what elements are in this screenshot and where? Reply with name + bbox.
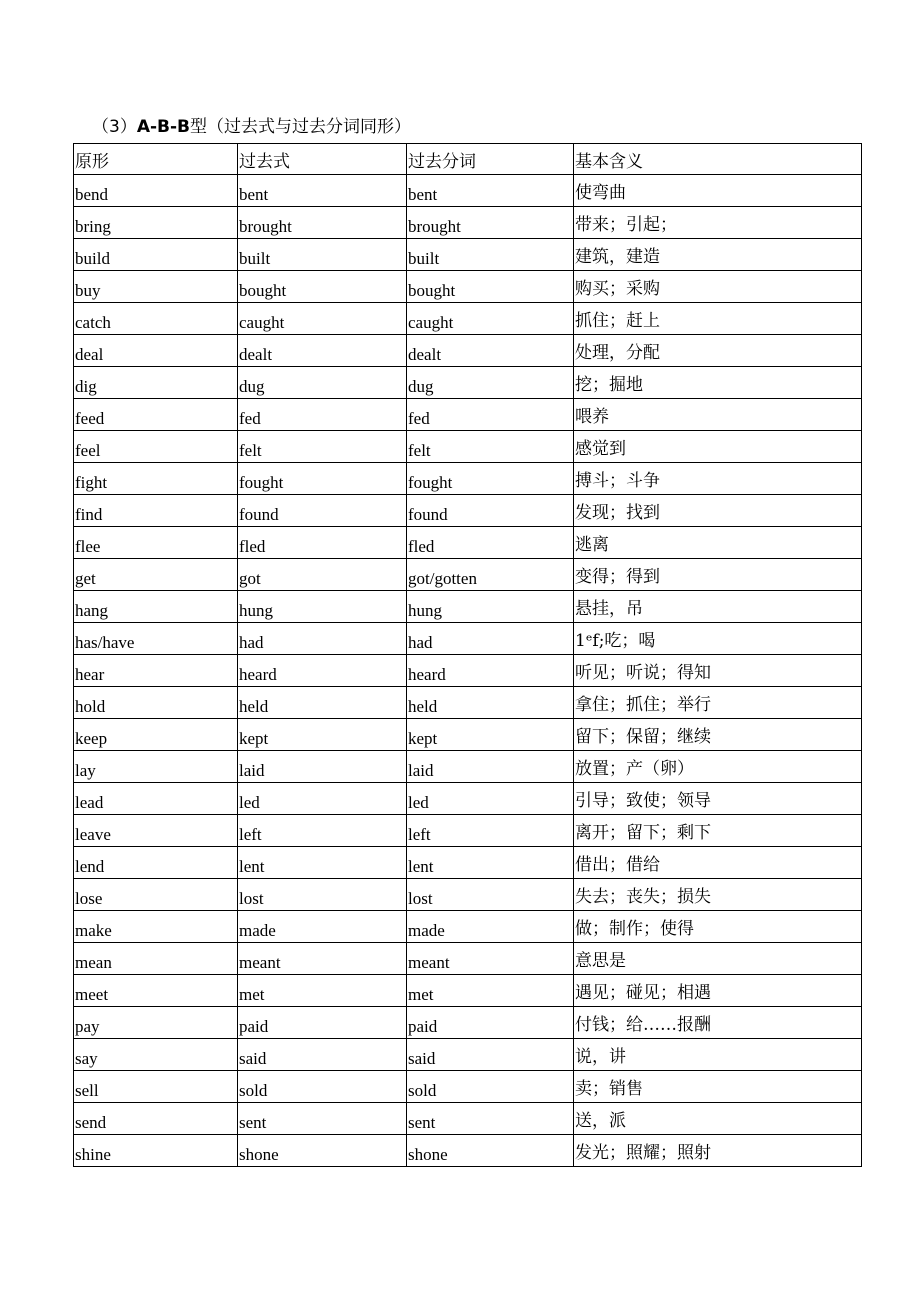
past-tense-cell: got — [238, 559, 407, 591]
table-row — [74, 687, 862, 719]
meaning-cell: 遇见；碰见；相遇 — [574, 975, 862, 1007]
past-tense-cell: made — [238, 911, 407, 943]
past-participle-cell: hung — [407, 591, 574, 623]
past-tense-cell: left — [238, 815, 407, 847]
meaning-cell: 变得；得到 — [574, 559, 862, 591]
table-row — [74, 655, 862, 687]
base-form-cell: has/have — [74, 623, 238, 655]
past-participle-cell: fled — [407, 527, 574, 559]
table-row — [74, 943, 862, 975]
base-form-cell: send — [74, 1103, 238, 1135]
past-participle-cell: caught — [407, 303, 574, 335]
table-row — [74, 783, 862, 815]
section-title-prefix: （3） — [92, 117, 137, 137]
base-form-cell: dig — [74, 367, 238, 399]
table-row — [74, 975, 862, 1007]
table-row — [74, 1039, 862, 1071]
table-row — [74, 911, 862, 943]
past-participle-cell: led — [407, 783, 574, 815]
meaning-cell: 留下；保留；继续 — [574, 719, 862, 751]
past-tense-cell: found — [238, 495, 407, 527]
meaning-cell: 付钱；给……报酬 — [574, 1007, 862, 1039]
past-participle-cell: dug — [407, 367, 574, 399]
meaning-cell: 拿住；抓住；举行 — [574, 687, 862, 719]
past-participle-cell: lent — [407, 847, 574, 879]
meaning-cell: 放置；产（卵） — [574, 751, 862, 783]
past-tense-cell: dealt — [238, 335, 407, 367]
base-form-cell: meet — [74, 975, 238, 1007]
base-form-cell: find — [74, 495, 238, 527]
base-form-cell: pay — [74, 1007, 238, 1039]
past-participle-cell: sold — [407, 1071, 574, 1103]
meaning-cell: 听见；听说；得知 — [574, 655, 862, 687]
base-form-cell: bring — [74, 207, 238, 239]
base-form-cell: leave — [74, 815, 238, 847]
base-form-cell: lay — [74, 751, 238, 783]
meaning-cell: 1ᵉf;吃；喝 — [574, 623, 862, 655]
meaning-cell: 离开；留下；剩下 — [574, 815, 862, 847]
meaning-cell: 挖；掘地 — [574, 367, 862, 399]
past-tense-cell: lost — [238, 879, 407, 911]
base-form-cell: lend — [74, 847, 238, 879]
past-participle-cell: meant — [407, 943, 574, 975]
past-tense-cell: bent — [238, 175, 407, 207]
table-row — [74, 559, 862, 591]
past-participle-cell: found — [407, 495, 574, 527]
past-participle-cell: fed — [407, 399, 574, 431]
meaning-cell: 说，讲 — [574, 1039, 862, 1071]
past-tense-cell: paid — [238, 1007, 407, 1039]
past-tense-cell: had — [238, 623, 407, 655]
meaning-cell: 悬挂，吊 — [574, 591, 862, 623]
meaning-cell: 处理，分配 — [574, 335, 862, 367]
past-tense-cell: lent — [238, 847, 407, 879]
past-participle-cell: heard — [407, 655, 574, 687]
past-participle-cell: left — [407, 815, 574, 847]
base-form-cell: build — [74, 239, 238, 271]
past-tense-cell: said — [238, 1039, 407, 1071]
table-row — [74, 847, 862, 879]
table-row — [74, 239, 862, 271]
base-form-cell: feel — [74, 431, 238, 463]
table-row — [74, 335, 862, 367]
base-form-cell: sell — [74, 1071, 238, 1103]
past-tense-cell: sold — [238, 1071, 407, 1103]
past-tense-cell: sent — [238, 1103, 407, 1135]
header-meaning: 基本含义 — [574, 144, 862, 175]
past-participle-cell: said — [407, 1039, 574, 1071]
past-tense-cell: caught — [238, 303, 407, 335]
meaning-cell: 卖；销售 — [574, 1071, 862, 1103]
table-row — [74, 1135, 862, 1167]
past-participle-cell: bent — [407, 175, 574, 207]
section-title — [92, 114, 411, 140]
base-form-cell: flee — [74, 527, 238, 559]
past-tense-cell: shone — [238, 1135, 407, 1167]
meaning-cell: 逃离 — [574, 527, 862, 559]
past-participle-cell: built — [407, 239, 574, 271]
meaning-cell: 失去；丧失；损失 — [574, 879, 862, 911]
base-form-cell: lose — [74, 879, 238, 911]
base-form-cell: hear — [74, 655, 238, 687]
meaning-cell: 引导；致使；领导 — [574, 783, 862, 815]
past-tense-cell: kept — [238, 719, 407, 751]
base-form-cell: get — [74, 559, 238, 591]
table-row — [74, 1007, 862, 1039]
past-participle-cell: brought — [407, 207, 574, 239]
header-base-form: 原形 — [74, 144, 238, 175]
past-tense-cell: brought — [238, 207, 407, 239]
header-past-participle: 过去分词 — [407, 144, 574, 175]
table-row — [74, 495, 862, 527]
base-form-cell: hold — [74, 687, 238, 719]
meaning-cell: 带来；引起； — [574, 207, 862, 239]
base-form-cell: keep — [74, 719, 238, 751]
past-tense-cell: held — [238, 687, 407, 719]
past-participle-cell: felt — [407, 431, 574, 463]
section-title-suffix: 型（过去式与过去分词同形） — [190, 117, 412, 137]
base-form-cell: buy — [74, 271, 238, 303]
irregular-verb-table — [73, 143, 862, 1167]
past-tense-cell: built — [238, 239, 407, 271]
past-tense-cell: met — [238, 975, 407, 1007]
table-row — [74, 175, 862, 207]
meaning-cell: 发现；找到 — [574, 495, 862, 527]
past-tense-cell: laid — [238, 751, 407, 783]
past-tense-cell: bought — [238, 271, 407, 303]
table-row — [74, 751, 862, 783]
past-participle-cell: bought — [407, 271, 574, 303]
past-tense-cell: felt — [238, 431, 407, 463]
base-form-cell: make — [74, 911, 238, 943]
table-row — [74, 303, 862, 335]
meaning-cell: 意思是 — [574, 943, 862, 975]
meaning-cell: 建筑，建造 — [574, 239, 862, 271]
past-participle-cell: shone — [407, 1135, 574, 1167]
base-form-cell: mean — [74, 943, 238, 975]
past-tense-cell: fought — [238, 463, 407, 495]
base-form-cell: feed — [74, 399, 238, 431]
meaning-cell: 购买；采购 — [574, 271, 862, 303]
base-form-cell: shine — [74, 1135, 238, 1167]
base-form-cell: hang — [74, 591, 238, 623]
past-tense-cell: fed — [238, 399, 407, 431]
table-row — [74, 527, 862, 559]
base-form-cell: bend — [74, 175, 238, 207]
past-participle-cell: kept — [407, 719, 574, 751]
meaning-cell: 抓住；赶上 — [574, 303, 862, 335]
table-row — [74, 207, 862, 239]
table-row — [74, 815, 862, 847]
past-participle-cell: sent — [407, 1103, 574, 1135]
meaning-cell: 借出；借给 — [574, 847, 862, 879]
meaning-cell: 感觉到 — [574, 431, 862, 463]
table-row — [74, 431, 862, 463]
past-participle-cell: dealt — [407, 335, 574, 367]
base-form-cell: catch — [74, 303, 238, 335]
base-form-cell: say — [74, 1039, 238, 1071]
section-title-pattern: A-B-B — [136, 117, 191, 137]
past-tense-cell: heard — [238, 655, 407, 687]
past-participle-cell: had — [407, 623, 574, 655]
past-participle-cell: met — [407, 975, 574, 1007]
table-row — [74, 367, 862, 399]
past-participle-cell: held — [407, 687, 574, 719]
meaning-cell: 使弯曲 — [574, 175, 862, 207]
base-form-cell: fight — [74, 463, 238, 495]
table-row — [74, 623, 862, 655]
past-participle-cell: got/gotten — [407, 559, 574, 591]
table-header-row — [74, 144, 862, 175]
meaning-cell: 送，派 — [574, 1103, 862, 1135]
past-participle-cell: made — [407, 911, 574, 943]
header-past-tense: 过去式 — [238, 144, 407, 175]
meaning-cell: 喂养 — [574, 399, 862, 431]
table-body — [74, 175, 862, 1167]
past-participle-cell: lost — [407, 879, 574, 911]
past-participle-cell: fought — [407, 463, 574, 495]
past-tense-cell: hung — [238, 591, 407, 623]
table-row — [74, 719, 862, 751]
past-tense-cell: meant — [238, 943, 407, 975]
table-row — [74, 1071, 862, 1103]
meaning-cell: 搏斗；斗争 — [574, 463, 862, 495]
base-form-cell: deal — [74, 335, 238, 367]
past-tense-cell: fled — [238, 527, 407, 559]
table-row — [74, 1103, 862, 1135]
base-form-cell: lead — [74, 783, 238, 815]
past-participle-cell: paid — [407, 1007, 574, 1039]
table-row — [74, 591, 862, 623]
past-tense-cell: led — [238, 783, 407, 815]
table-row — [74, 463, 862, 495]
table-row — [74, 399, 862, 431]
past-participle-cell: laid — [407, 751, 574, 783]
table-row — [74, 879, 862, 911]
meaning-cell: 做；制作；使得 — [574, 911, 862, 943]
past-tense-cell: dug — [238, 367, 407, 399]
meaning-cell: 发光；照耀；照射 — [574, 1135, 862, 1167]
table-row — [74, 271, 862, 303]
